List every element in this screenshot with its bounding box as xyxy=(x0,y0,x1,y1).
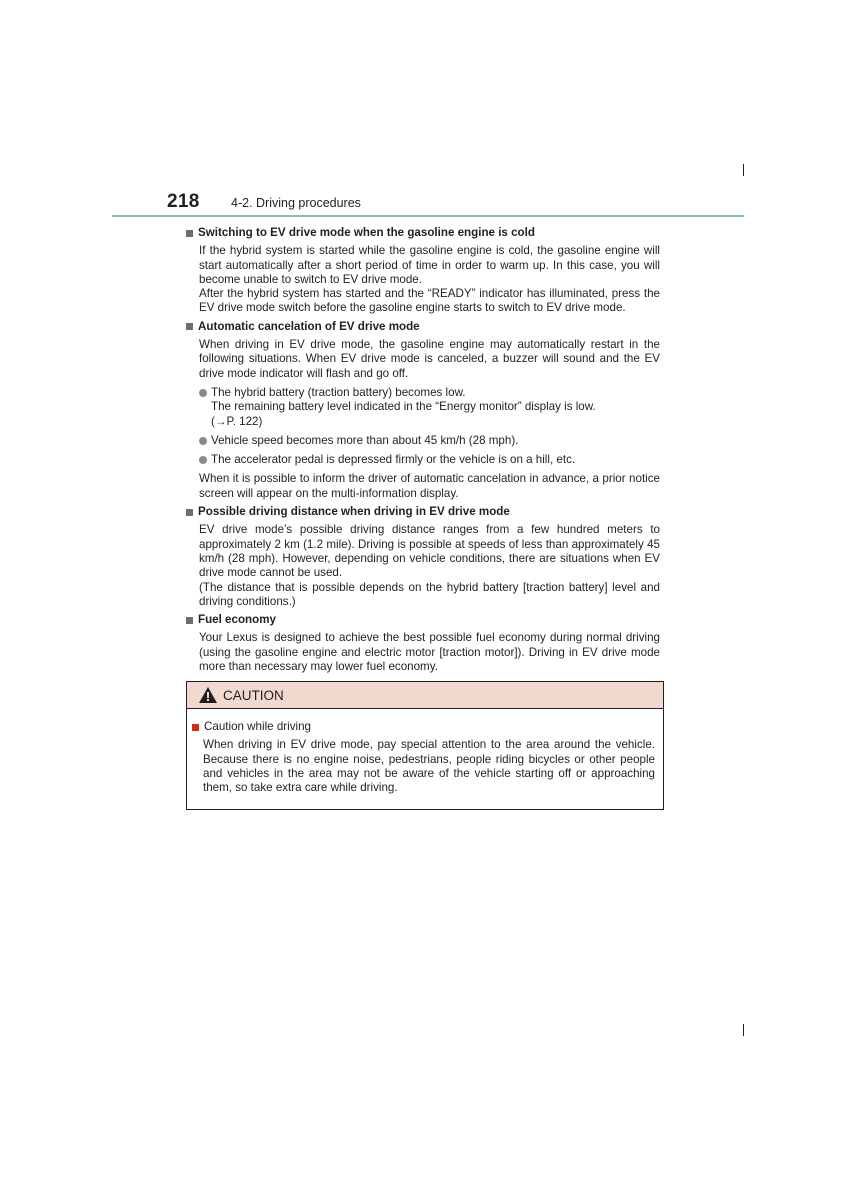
list-item xyxy=(199,453,660,467)
page-reference: (→P. 122) xyxy=(211,414,263,428)
circle-bullet-icon xyxy=(199,389,207,397)
list-item xyxy=(199,386,660,429)
paragraph: Your Lexus is designed to achieve the best possible fuel economy during normal driving (using the gasoline engine and electric motor [traction motor]). Driving in EV drive mode more than necessary may lower fuel economy. xyxy=(199,631,660,674)
page-number: 218 xyxy=(167,191,200,212)
caution-title: CAUTION xyxy=(223,687,284,703)
page-header xyxy=(112,188,744,218)
crop-mark-bottom xyxy=(743,1024,744,1036)
crop-mark-top xyxy=(743,164,744,176)
circle-bullet-icon xyxy=(199,456,207,464)
square-bullet-icon xyxy=(186,323,193,330)
list-item-text: The remaining battery level indicated in the “Energy monitor” display is low. xyxy=(211,400,596,414)
warning-triangle-icon xyxy=(198,686,218,704)
section-title: 4-2. Driving procedures xyxy=(231,196,361,210)
square-bullet-icon xyxy=(186,230,193,237)
caution-heading: Caution while driving xyxy=(204,720,311,733)
caution-text: When driving in EV drive mode, pay special attention to the area around the vehicle. Because there is no engine noise, pedestrians, people riding bicycles or other people and vehicles in the area may not be aware of the vehicle starting off or approaching them, so take extra care while driving. xyxy=(203,738,655,795)
section-heading: Fuel economy xyxy=(198,613,276,627)
square-bullet-icon xyxy=(186,509,193,516)
paragraph: If the hybrid system is started while the gasoline engine is cold, the gasoline engine will start automatically after a short period of time in order to warm up. In this case, you will become unable to switch to EV drive mode. xyxy=(199,244,660,286)
paragraph: EV drive mode’s possible driving distance ranges from a few hundred meters to approximately 2 km (1.2 mile). Driving is possible at speeds of less than approximately 45 km/h (28 mph). However, depending on vehicle conditions, there are situations when EV drive mode cannot be used. xyxy=(199,523,660,580)
list-item-text: The accelerator pedal is depressed firmly or the vehicle is on a hill, etc. xyxy=(211,453,576,467)
section-driving-distance xyxy=(186,505,660,609)
paragraph: (The distance that is possible depends on the hybrid battery [traction battery] level and driving conditions.) xyxy=(199,580,660,608)
section-auto-cancel xyxy=(186,320,660,501)
square-bullet-icon xyxy=(186,617,193,624)
section-heading: Switching to EV drive mode when the gasoline engine is cold xyxy=(198,226,535,239)
list-item-text: Vehicle speed becomes more than about 45 km/h (28 mph). xyxy=(211,433,519,447)
paragraph: When driving in EV drive mode, the gasoline engine may automatically restart in the following situations. When EV drive mode is canceled, a buzzer will sound and the EV drive mode indicator will flash and go off. xyxy=(199,338,660,380)
section-heading: Possible driving distance when driving in EV drive mode xyxy=(198,505,510,519)
red-square-bullet-icon xyxy=(192,724,199,731)
paragraph: After the hybrid system has started and the “READY” indicator has illuminated, press the EV drive mode switch before the gasoline engine starts to switch to EV drive mode. xyxy=(199,287,660,315)
caution-header xyxy=(187,682,663,709)
section-heading: Automatic cancelation of EV drive mode xyxy=(198,319,420,333)
circle-bullet-icon xyxy=(199,437,207,445)
header-rule xyxy=(112,215,744,217)
caution-box xyxy=(186,681,664,810)
list-item xyxy=(199,434,660,448)
section-fuel-economy xyxy=(186,613,660,674)
paragraph: When it is possible to inform the driver of automatic cancelation in advance, a prior notice screen will appear on the multi-information display. xyxy=(199,472,660,500)
page-content xyxy=(186,226,660,678)
list-item-text: The hybrid battery (traction battery) becomes low. xyxy=(211,385,466,399)
section-ev-cold xyxy=(186,226,660,316)
